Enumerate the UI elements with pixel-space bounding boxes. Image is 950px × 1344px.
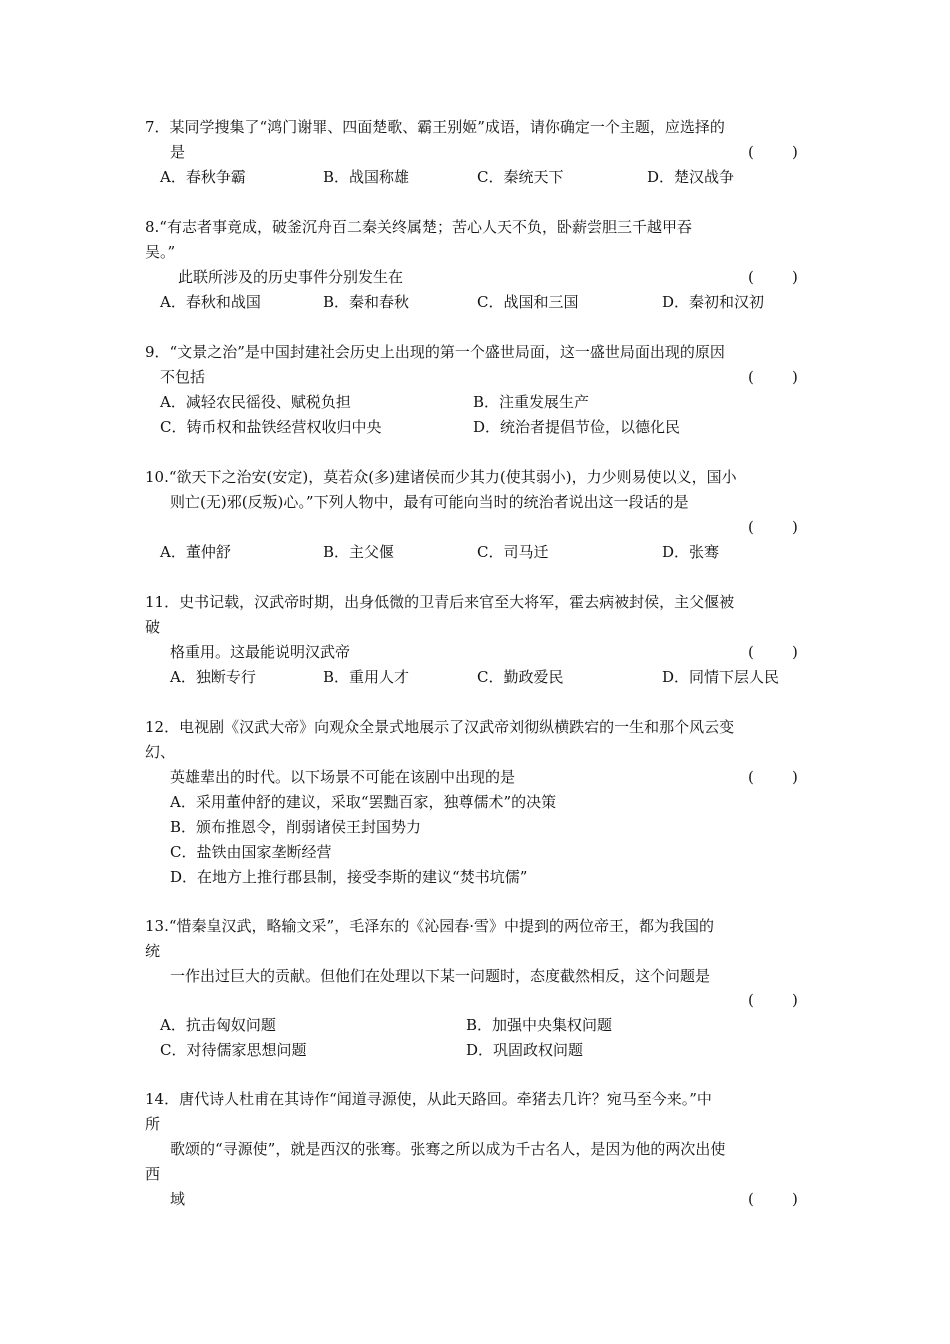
q8-stem: 8.“有志者事竟成，破釜沉舟百二秦关终属楚；苦心人天不负，卧薪尝胆三千越甲吞 <box>145 218 692 236</box>
q8-answer-blank: ( ) <box>748 268 798 286</box>
q10-option-b: B．主父偃 <box>323 543 395 561</box>
q14-stem: 14．唐代诗人杜甫在其诗作“闻道寻源使，从此天路回。牵猪去几许？宛马至今来。”中 <box>145 1090 712 1108</box>
q12-stem: 12．电视剧《汉武大帝》向观众全景式地展示了汉武帝刘彻纵横跌宕的一生和那个风云变 <box>145 718 735 736</box>
q9-answer-blank: ( ) <box>748 368 798 386</box>
q10-stem: 10.“欲天下之治安(安定)，莫若众(多)建诸侯而少其力(使其弱小)，力少则易使以义，国小 <box>145 468 737 486</box>
q8-stem-question: 此联所涉及的历史事件分别发生在 <box>178 268 404 286</box>
q9-option-b: B．注重发展生产 <box>473 393 590 411</box>
q14-stem-line5: 域 <box>170 1190 186 1208</box>
q13-answer-blank: ( ) <box>748 991 798 1009</box>
q7-stem: 7．某同学搜集了“鸿门谢罪、四面楚歌、霸王别姬”成语，请你确定一个主题，应选择的 <box>145 118 725 136</box>
q10-option-a: A．董仲舒 <box>160 543 231 561</box>
q7-stem-cont: 是 <box>170 143 186 161</box>
q14-stem-line3: 歌颂的“寻源使”，就是西汉的张骞。张骞之所以成为千古名人，是因为他的两次出使 <box>170 1140 726 1158</box>
q10-option-d: D．张骞 <box>662 543 720 561</box>
q14-stem-cont: 所 <box>145 1115 161 1133</box>
q7-option-a: A．春秋争霸 <box>160 168 246 186</box>
q12-stem-question: 英雄辈出的时代。以下场景不可能在该剧中出现的是 <box>170 768 516 786</box>
q11-stem-cont: 破 <box>145 618 161 636</box>
q11-option-a: A．独断专行 <box>170 668 256 686</box>
q12-answer-blank: ( ) <box>748 768 798 786</box>
q11-answer-blank: ( ) <box>748 643 798 661</box>
q9-option-c: C．铸币权和盐铁经营权收归中央 <box>160 418 382 436</box>
q13-option-d: D．巩固政权问题 <box>466 1041 584 1059</box>
q12-option-d: D．在地方上推行郡县制，接受李斯的建议“焚书坑儒” <box>170 868 528 886</box>
q11-option-d: D．同情下层人民 <box>662 668 780 686</box>
q13-stem-question: 一作出过巨大的贡献。但他们在处理以下某一问题时，态度截然相反，这个问题是 <box>170 967 711 985</box>
q11-stem-question: 格重用。这最能说明汉武帝 <box>170 643 351 661</box>
q11-option-b: B．重用人才 <box>323 668 410 686</box>
q11-stem: 11．史书记载，汉武帝时期，出身低微的卫青后来官至大将军，霍去病被封侯，主父偃被 <box>145 593 735 611</box>
q13-option-b: B．加强中央集权问题 <box>466 1016 613 1034</box>
q13-stem-cont: 统 <box>145 942 161 960</box>
q12-option-a: A．采用董仲舒的建议，采取“罢黜百家，独尊儒术”的决策 <box>170 793 557 811</box>
q12-stem-cont: 幻、 <box>145 743 176 761</box>
q8-stem-cont: 吴。” <box>145 243 176 261</box>
q8-option-c: C．战国和三国 <box>477 293 579 311</box>
q9-stem: 9．“文景之治”是中国封建社会历史上出现的第一个盛世局面，这一盛世局面出现的原因 <box>145 343 725 361</box>
q11-option-c: C．勤政爱民 <box>477 668 564 686</box>
q7-option-b: B．战国称雄 <box>323 168 410 186</box>
q10-stem-cont: 则亡(无)邪(反叛)心。”下列人物中，最有可能向当时的统治者说出这一段话的是 <box>170 493 689 511</box>
q9-option-d: D．统治者提倡节俭，以德化民 <box>473 418 681 436</box>
q9-stem-cont: 不包括 <box>160 368 206 386</box>
q9-option-a: A．减轻农民徭役、赋税负担 <box>160 393 351 411</box>
q14-stem-line4: 西 <box>145 1165 161 1183</box>
q13-option-c: C．对待儒家思想问题 <box>160 1041 307 1059</box>
q8-option-d: D．秦初和汉初 <box>662 293 765 311</box>
q13-stem: 13.“惜秦皇汉武，略输文采”，毛泽东的《沁园春·雪》中提到的两位帝王，都为我国的 <box>145 917 714 935</box>
q8-option-a: A．春秋和战国 <box>160 293 261 311</box>
q14-answer-blank: ( ) <box>748 1190 798 1208</box>
q12-option-c: C．盐铁由国家垄断经营 <box>170 843 332 861</box>
q13-option-a: A．抗击匈奴问题 <box>160 1016 276 1034</box>
q7-option-d: D．楚汉战争 <box>647 168 735 186</box>
q7-answer-blank: ( ) <box>748 143 798 161</box>
q10-answer-blank: ( ) <box>748 518 798 536</box>
q7-option-c: C．秦统天下 <box>477 168 564 186</box>
q12-option-b: B．颁布推恩令，削弱诸侯王封国势力 <box>170 818 422 836</box>
q8-option-b: B．秦和春秋 <box>323 293 410 311</box>
q10-option-c: C．司马迁 <box>477 543 549 561</box>
